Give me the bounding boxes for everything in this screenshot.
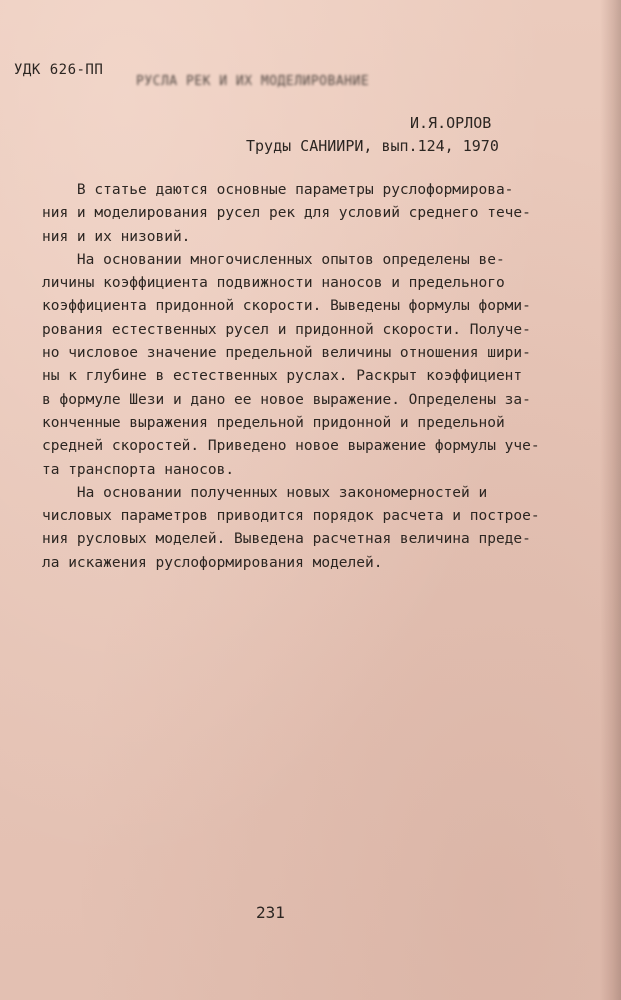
abstract-line: ла искажения руслоформирования моделей.: [42, 554, 383, 571]
abstract-line: На основании полученных новых закономерностей и: [42, 484, 488, 501]
abstract-line: На основании многочисленных опытов определены ве-: [42, 251, 505, 268]
abstract-line: ны к глубине в естественных руслах. Раскрыт коэффициент: [42, 368, 523, 385]
udk-code: УДК 626-ПП: [14, 62, 104, 78]
author-name: И.Я.ОРЛОВ: [410, 114, 492, 132]
abstract-line: средней скоростей. Приведено новое выражение формулы уче-: [42, 438, 540, 455]
page-fold-shadow: [600, 0, 621, 1000]
article-title: РУСЛА РЕК И ИХ МОДЕЛИРОВАНИЕ: [136, 74, 370, 89]
abstract-line: рования естественных русел и придонной скорости. Получе-: [42, 321, 531, 338]
abstract-line: в формуле Шези и дано ее новое выражение. Определены за-: [42, 391, 531, 408]
abstract-line: но числовое значение предельной величины отношения шири-: [42, 345, 531, 362]
abstract-line: ния и их низовий.: [42, 228, 191, 245]
abstract-line: В статье даются основные параметры руслоформирова-: [42, 182, 514, 198]
page-number: 231: [256, 903, 285, 922]
abstract-line: ния и моделирования русел рек для условий среднего тече-: [42, 205, 531, 222]
abstract-line: коэффициента придонной скорости. Выведены формулы форми-: [42, 298, 531, 315]
abstract-line: та транспорта наносов.: [42, 461, 235, 478]
abstract-line: личины коэффициента подвижности наносов и предельного: [42, 275, 505, 292]
abstract-line: ния русловых моделей. Выведена расчетная величина преде-: [42, 531, 531, 548]
abstract-text: [42, 179, 562, 575]
publication-source: Труды САНИИРИ, вып.124, 1970: [246, 137, 499, 155]
abstract-line: числовых параметров приводится порядок расчета и построе-: [42, 508, 540, 525]
abstract-line: конченные выражения предельной придонной и предельной: [42, 414, 505, 431]
